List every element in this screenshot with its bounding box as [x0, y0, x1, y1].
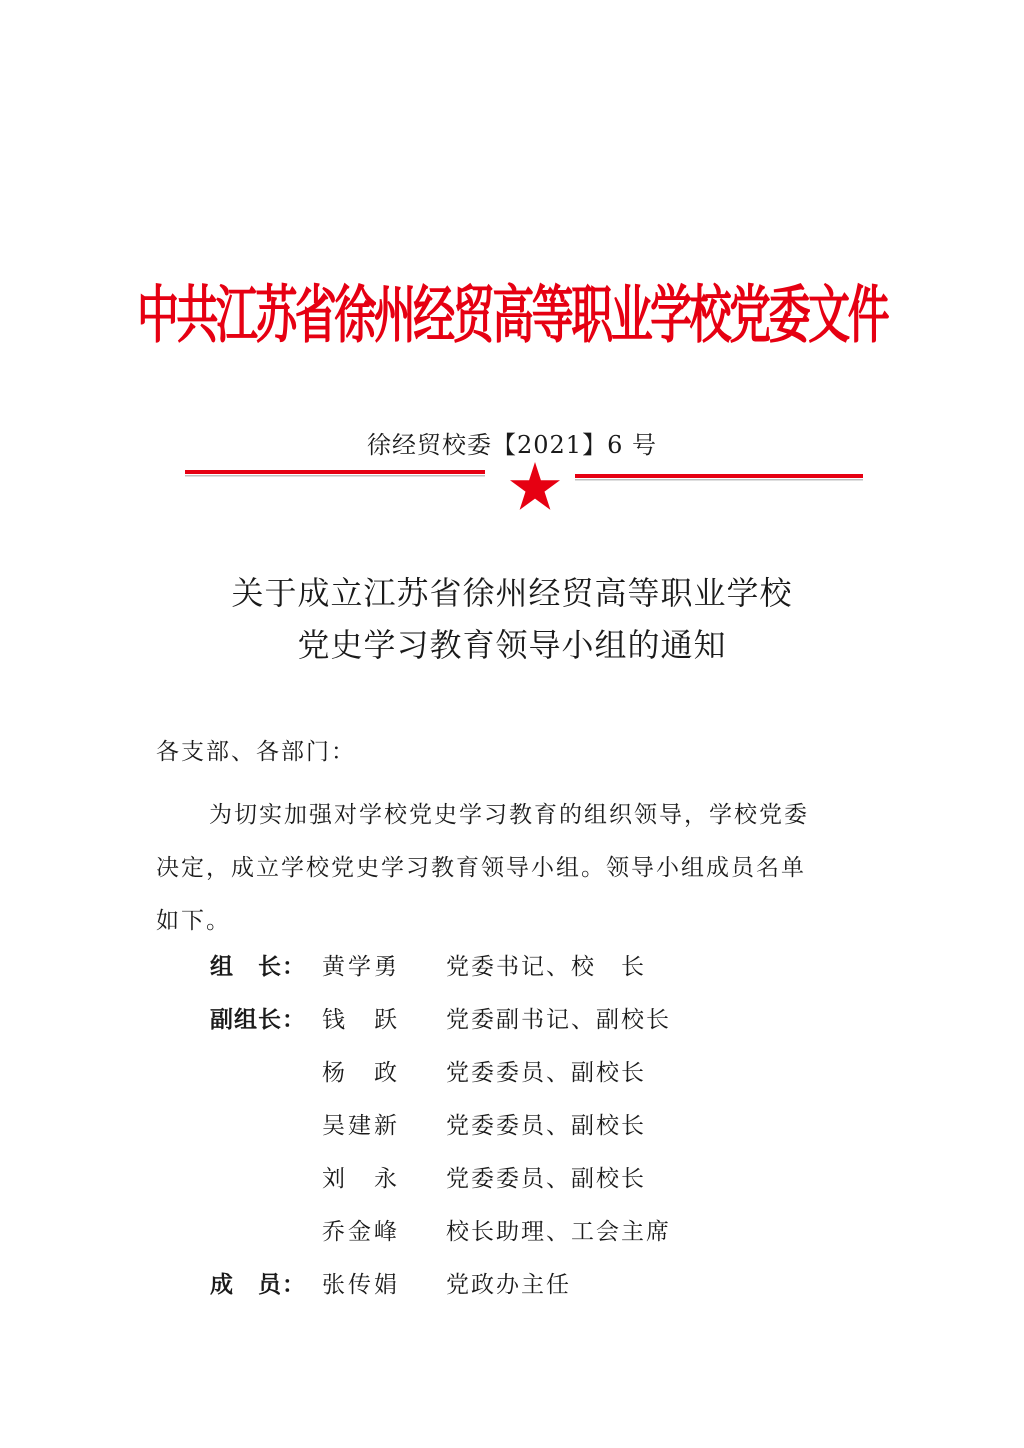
- member-role: 组 长：: [210, 954, 306, 980]
- document-masthead: 中共江苏省徐州经贸高等职业学校党委文件: [136, 278, 888, 352]
- member-row: [210, 947, 910, 1000]
- divider-right-line: [575, 474, 863, 478]
- member-name: 张传娟: [322, 1272, 400, 1298]
- notice-title-line-1: 关于成立江苏省徐州经贸高等职业学校: [231, 574, 793, 612]
- divider-left-line: [185, 470, 485, 474]
- member-title: 党委委员、副校长: [446, 1166, 646, 1192]
- member-row: [210, 1212, 910, 1265]
- member-name: 乔金峰: [322, 1219, 400, 1245]
- red-star-icon: [510, 462, 560, 510]
- red-divider: [185, 458, 865, 510]
- divider-right-shadow: [575, 479, 863, 481]
- member-title: 党委委员、副校长: [446, 1113, 646, 1139]
- member-name: 吴建新: [322, 1113, 400, 1139]
- member-role: 成 员：: [210, 1272, 306, 1298]
- member-list: [210, 947, 910, 1318]
- member-title: 党委书记、校 长: [446, 954, 646, 980]
- member-name: 刘 永: [322, 1166, 400, 1192]
- body-line-3: 如下。: [156, 908, 231, 934]
- member-row: [210, 1106, 910, 1159]
- member-name: 钱 跃: [322, 1007, 400, 1033]
- member-role: 副组长：: [210, 1007, 306, 1033]
- member-row: [210, 1000, 910, 1053]
- divider-left-shadow: [185, 475, 485, 477]
- document-number: 徐经贸校委【2021】6 号: [367, 431, 657, 459]
- member-row: [210, 1159, 910, 1212]
- body-line-1: 为切实加强对学校党史学习教育的组织领导，学校党委: [209, 802, 809, 828]
- member-row: [210, 1265, 910, 1318]
- member-title: 党委副书记、副校长: [446, 1007, 671, 1033]
- body-paragraph: [156, 789, 872, 948]
- member-title: 校长助理、工会主席: [446, 1219, 671, 1245]
- member-name: 杨 政: [322, 1060, 400, 1086]
- member-name: 黄学勇: [322, 954, 400, 980]
- member-title: 党委委员、副校长: [446, 1060, 646, 1086]
- member-title: 党政办主任: [446, 1272, 571, 1298]
- salutation: 各支部、各部门：: [156, 739, 356, 765]
- notice-title-line-2: 党史学习教育领导小组的通知: [297, 626, 727, 664]
- body-line-2: 决定，成立学校党史学习教育领导小组。领导小组成员名单: [156, 855, 806, 881]
- notice-title: [0, 567, 1024, 671]
- member-row: [210, 1053, 910, 1106]
